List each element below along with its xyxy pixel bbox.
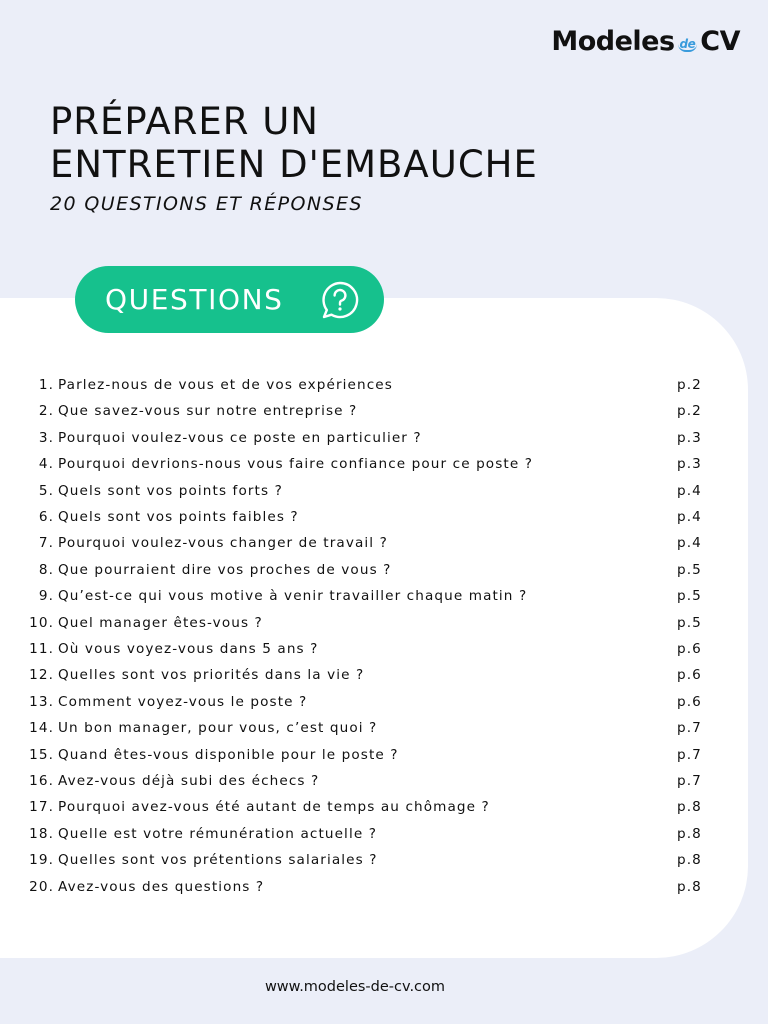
question-number: 5. xyxy=(38,482,54,499)
brand-logo-part3: CV xyxy=(700,26,740,57)
question-page-ref: p.8 xyxy=(677,852,702,869)
question-page-ref: p.4 xyxy=(677,509,702,525)
brand-logo[interactable] xyxy=(551,26,740,57)
toc-row[interactable] xyxy=(0,821,748,847)
question-text: Quand êtes-vous disponible pour le poste ? xyxy=(58,746,399,763)
toc-row[interactable] xyxy=(0,557,748,583)
question-number: 14. xyxy=(29,720,54,737)
question-text: Quels sont vos points forts ? xyxy=(58,482,283,499)
question-page-ref: p.8 xyxy=(677,825,702,842)
question-page-ref: p.8 xyxy=(677,799,702,816)
question-number: 18. xyxy=(29,825,54,842)
question-number: 4. xyxy=(38,456,54,473)
question-number: 17. xyxy=(29,799,54,816)
question-page-ref: p.6 xyxy=(677,641,702,657)
question-page-ref: p.5 xyxy=(677,561,702,578)
question-page-ref: p.2 xyxy=(677,377,702,393)
question-page-ref: p.6 xyxy=(677,693,702,710)
question-text: Où vous voyez-vous dans 5 ans ? xyxy=(58,641,319,657)
question-page-ref: p.4 xyxy=(677,535,702,552)
title-line-1: PRÉPARER UN xyxy=(50,100,319,143)
question-text: Avez-vous déjà subi des échecs ? xyxy=(58,773,320,789)
question-page-ref: p.8 xyxy=(677,878,702,895)
question-number: 10. xyxy=(29,614,54,631)
toc-row[interactable] xyxy=(0,504,748,530)
question-page-ref: p.4 xyxy=(677,482,702,499)
toc-row[interactable] xyxy=(0,398,748,424)
question-number: 15. xyxy=(29,746,54,763)
question-number: 20. xyxy=(29,878,54,895)
toc-row[interactable] xyxy=(0,768,748,794)
question-number: 19. xyxy=(29,852,54,869)
question-text: Avez-vous des questions ? xyxy=(58,878,265,895)
title-line-2: ENTRETIEN D'EMBAUCHE xyxy=(50,143,538,186)
toc-row[interactable] xyxy=(0,847,748,873)
document-title xyxy=(50,100,538,186)
footer-url[interactable]: www.modeles-de-cv.com xyxy=(264,979,446,995)
section-label: QUESTIONS xyxy=(105,283,284,316)
toc-row[interactable] xyxy=(0,530,748,556)
toc-row[interactable] xyxy=(0,610,748,636)
brand-logo-de: de xyxy=(679,36,696,51)
question-page-ref: p.3 xyxy=(677,429,702,446)
question-number: 2. xyxy=(38,403,54,420)
toc-row[interactable] xyxy=(0,478,748,504)
question-text: Que pourraient dire vos proches de vous ? xyxy=(58,561,392,578)
question-number: 12. xyxy=(29,667,54,684)
question-text: Qu’est-ce qui vous motive à venir travailler chaque matin ? xyxy=(58,588,528,605)
question-page-ref: p.2 xyxy=(677,403,702,420)
toc-row[interactable] xyxy=(0,874,748,900)
question-number: 3. xyxy=(38,429,54,446)
question-number: 6. xyxy=(38,509,54,525)
toc-row[interactable] xyxy=(0,451,748,477)
question-number: 13. xyxy=(29,693,54,710)
toc-row[interactable] xyxy=(0,425,748,451)
question-page-ref: p.3 xyxy=(677,456,702,473)
question-page-ref: p.5 xyxy=(677,588,702,605)
question-text: Quelles sont vos prétentions salariales ? xyxy=(58,852,378,869)
toc-row[interactable] xyxy=(0,715,748,741)
toc-row[interactable] xyxy=(0,689,748,715)
question-number: 8. xyxy=(38,561,54,578)
question-text: Pourquoi voulez-vous changer de travail ? xyxy=(58,535,388,552)
questions-section-badge xyxy=(75,266,384,333)
question-page-ref: p.7 xyxy=(677,746,702,763)
toc-row[interactable] xyxy=(0,794,748,820)
question-text: Quels sont vos points faibles ? xyxy=(58,509,299,525)
question-text: Quelles sont vos priorités dans la vie ? xyxy=(58,667,365,684)
question-page-ref: p.7 xyxy=(677,773,702,789)
question-text: Que savez-vous sur notre entreprise ? xyxy=(58,403,358,420)
question-number: 1. xyxy=(38,377,54,393)
question-number: 7. xyxy=(38,535,54,552)
document-subtitle: 20 QUESTIONS ET RÉPONSES xyxy=(50,193,363,215)
question-number: 9. xyxy=(38,588,54,605)
question-number: 16. xyxy=(29,773,54,789)
question-text: Parlez-nous de vous et de vos expériences xyxy=(58,377,393,393)
toc-row[interactable] xyxy=(0,372,748,398)
brand-logo-part1: Modeles xyxy=(551,26,675,57)
question-page-ref: p.6 xyxy=(677,667,702,684)
toc-row[interactable] xyxy=(0,742,748,768)
question-text: Pourquoi avez-vous été autant de temps au chômage ? xyxy=(58,799,490,816)
question-text: Comment voyez-vous le poste ? xyxy=(58,693,308,710)
question-bubble-icon xyxy=(320,280,360,320)
toc-row[interactable] xyxy=(0,636,748,662)
question-page-ref: p.7 xyxy=(677,720,702,737)
question-text: Pourquoi voulez-vous ce poste en particulier ? xyxy=(58,429,422,446)
question-page-ref: p.5 xyxy=(677,614,702,631)
question-text: Un bon manager, pour vous, c’est quoi ? xyxy=(58,720,378,737)
question-number: 11. xyxy=(29,641,54,657)
question-text: Pourquoi devrions-nous vous faire confiance pour ce poste ? xyxy=(58,456,534,473)
toc-row[interactable] xyxy=(0,662,748,688)
question-text: Quelle est votre rémunération actuelle ? xyxy=(58,825,378,842)
toc-row[interactable] xyxy=(0,583,748,609)
question-text: Quel manager êtes-vous ? xyxy=(58,614,263,631)
